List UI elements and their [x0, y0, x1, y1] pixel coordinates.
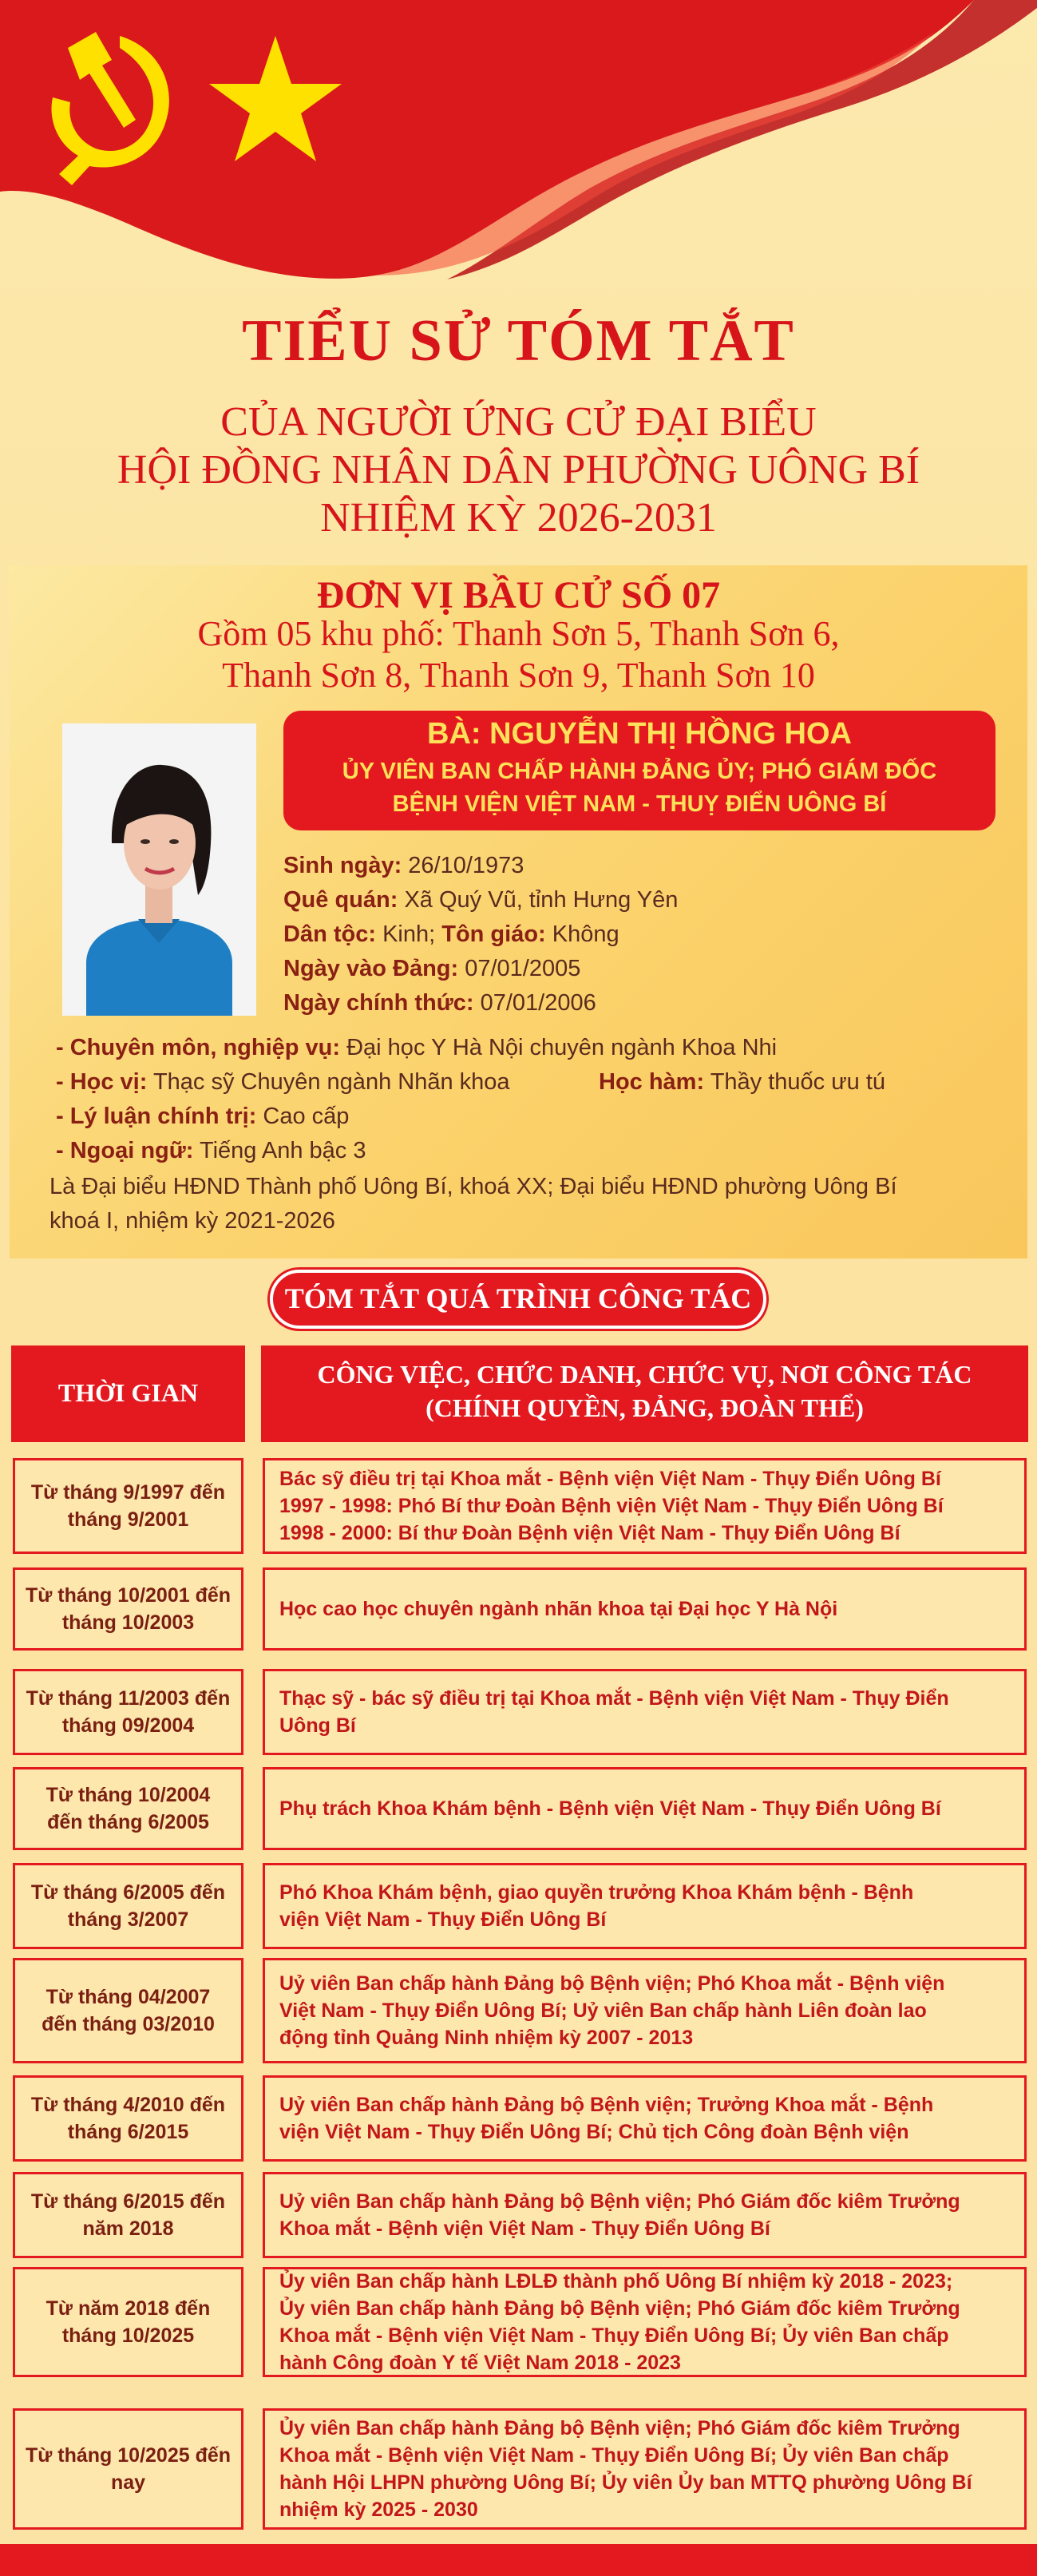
career-desc-text: Việt Nam - Thụy Điển Uông Bí; Uỷ viên Ban chấp hành Liên đoàn lao: [279, 1999, 927, 2022]
career-desc-text: Uỷ viên Ban chấp hành Đảng bộ Bệnh viện; Phó Giám đốc kiêm Trưởng: [279, 2190, 960, 2213]
language-row: [56, 1138, 366, 1164]
bottom-bar: [0, 2544, 1037, 2576]
career-desc-text: Uông Bí: [279, 1714, 356, 1737]
language-value: Tiếng Anh bậc 3: [199, 1138, 366, 1163]
ethnicity-label: Dân tộc:: [283, 921, 376, 947]
column-header-work-line-1: CÔNG VIỆC, CHỨC DANH, CHỨC VỤ, NƠI CÔNG TÁC: [317, 1360, 972, 1389]
party-official-value: 07/01/2006: [480, 990, 596, 1016]
birth-date-value: 26/10/1973: [408, 853, 524, 878]
career-time-text: Từ tháng 11/2003 đến: [26, 1687, 231, 1710]
degree-value: Thạc sỹ Chuyên ngành Nhãn khoa: [152, 1069, 510, 1095]
party-flag-banner: [0, 0, 1037, 287]
party-official-row: [283, 990, 596, 1017]
career-desc-text: 1998 - 2000: Bí thư Đoàn Bệnh viện Việt Nam - Thụy Điển Uông Bí: [279, 1522, 900, 1544]
politics-label: - Lý luận chính trị:: [56, 1104, 257, 1129]
career-desc-text: động tỉnh Quảng Ninh nhiệm kỳ 2007 - 2013: [279, 2027, 694, 2049]
career-time-text: Từ tháng 10/2025 đến: [25, 2444, 232, 2467]
candidate-name: BÀ: NGUYỄN THỊ HỒNG HOA: [427, 717, 852, 751]
ethnicity-religion-row: [283, 921, 619, 948]
degree-row: [56, 1069, 510, 1096]
career-desc-text: viện Việt Nam - Thụy Điển Uông Bí; Chủ tịch Công đoàn Bệnh viện: [279, 2121, 909, 2143]
column-header-work-line-2: (CHÍNH QUYỀN, ĐẢNG, ĐOÀN THỂ): [425, 1393, 864, 1422]
career-time-text: tháng 3/2007: [67, 1908, 189, 1931]
career-desc-text: Uỷ viên Ban chấp hành Đảng bộ Bệnh viện; Phó Khoa mắt - Bệnh viện: [279, 1972, 945, 1995]
academic-title-label: Học hàm:: [599, 1069, 705, 1095]
career-desc-text: Khoa mắt - Bệnh viện Việt Nam - Thụy Điển Uông Bí; Ủy viên Ban chấp: [279, 2444, 949, 2467]
hometown-label: Quê quán:: [283, 887, 398, 913]
career-time-text: năm 2018: [82, 2217, 174, 2240]
career-time-text: tháng 6/2015: [67, 2121, 189, 2143]
academic-title-value: Thầy thuốc ưu tú: [710, 1069, 885, 1095]
page-title: TIỂU SỬ TÓM TẮT: [242, 308, 795, 374]
career-desc-text: Học cao học chuyên ngành nhãn khoa tại Đại học Y Hà Nội: [279, 1598, 838, 1620]
party-official-label: Ngày chính thức:: [283, 990, 474, 1016]
candidate-position-line-2: BỆNH VIỆN VIỆT NAM - THUỴ ĐIỂN UÔNG BÍ: [392, 791, 887, 817]
birth-date-row: [283, 853, 524, 879]
career-time-text: đến tháng 6/2005: [47, 1811, 209, 1833]
major-label: - Chuyên môn, nghiệp vụ:: [56, 1035, 341, 1060]
birth-date-label: Sinh ngày:: [283, 853, 402, 878]
career-desc-text: nhiệm kỳ 2025 - 2030: [279, 2499, 478, 2521]
career-time-text: tháng 10/2025: [61, 2324, 195, 2347]
career-time-text: Từ năm 2018 đến: [46, 2297, 211, 2320]
career-desc-text: hành Công đoàn Y tế Việt Nam 2018 - 2023: [279, 2352, 681, 2374]
religion-label: Tôn giáo:: [441, 921, 546, 947]
career-time-text: tháng 10/2003: [61, 1611, 195, 1634]
note-line-2: khoá I, nhiệm kỳ 2021-2026: [49, 1208, 335, 1234]
electoral-unit-title: ĐƠN VỊ BẦU CỬ SỐ 07: [316, 574, 721, 616]
career-desc-text: Phụ trách Khoa Khám bệnh - Bệnh viện Việt Nam - Thụy Điển Uông Bí: [279, 1797, 941, 1820]
politics-row: [56, 1104, 349, 1130]
career-time-text: Từ tháng 10/2001 đến: [25, 1584, 232, 1607]
academic-title-row: [599, 1069, 885, 1096]
career-desc-text: Bác sỹ điều trị tại Khoa mắt - Bệnh viện Việt Nam - Thụy Điển Uông Bí: [279, 1468, 941, 1490]
career-desc-text: Khoa mắt - Bệnh viện Việt Nam - Thụy Điển Uông Bí: [279, 2217, 770, 2240]
career-time-text: Từ tháng 9/1997 đến: [30, 1481, 226, 1504]
note-line-1: Là Đại biểu HĐND Thành phố Uông Bí, khoá XX; Đại biểu HĐND phường Uông Bí: [49, 1174, 897, 1199]
career-time-text: Từ tháng 6/2005 đến: [30, 1881, 226, 1904]
party-join-label: Ngày vào Đảng:: [283, 956, 459, 981]
career-desc-text: Ủy viên Ban chấp hành LĐLĐ thành phố Uông Bí nhiệm kỳ 2018 - 2023;: [279, 2270, 953, 2293]
religion-value: Không: [552, 921, 619, 947]
major-row: [56, 1035, 777, 1061]
candidate-photo: [62, 723, 256, 1016]
major-value: Đại học Y Hà Nội chuyên ngành Khoa Nhi: [346, 1035, 778, 1060]
career-time-text: Từ tháng 6/2015 đến: [30, 2190, 226, 2213]
subtitle-line-2: HỘI ĐỒNG NHÂN DÂN PHƯỜNG UÔNG BÍ: [117, 447, 920, 493]
career-desc-text: Thạc sỹ - bác sỹ điều trị tại Khoa mắt - Bệnh viện Việt Nam - Thụy Điển: [279, 1687, 949, 1710]
electoral-unit-line-2: Thanh Sơn 8, Thanh Sơn 9, Thanh Sơn 10: [222, 656, 815, 695]
career-desc-text: Phó Khoa Khám bệnh, giao quyền trưởng Khoa Khám bệnh - Bệnh: [279, 1881, 914, 1904]
career-time-text: tháng 9/2001: [67, 1508, 189, 1531]
column-header-time-label: THỜI GIAN: [57, 1378, 199, 1407]
hometown-value: Xã Quý Vũ, tỉnh Hưng Yên: [404, 887, 679, 913]
subtitle-line-1: CỦA NGƯỜI ỨNG CỬ ĐẠI BIỂU: [220, 399, 817, 445]
section-title: TÓM TẮT QUÁ TRÌNH CÔNG TÁC: [284, 1282, 752, 1314]
politics-value: Cao cấp: [263, 1104, 350, 1129]
party-join-row: [283, 956, 580, 982]
career-time-text: Từ tháng 4/2010 đến: [30, 2094, 226, 2116]
career-desc-text: Uỷ viên Ban chấp hành Đảng bộ Bệnh viện; Trưởng Khoa mắt - Bệnh: [279, 2094, 934, 2116]
hometown-row: [283, 887, 678, 913]
career-time-text: Từ tháng 04/2007: [46, 1986, 211, 2008]
career-desc-text: hành Hội LHPN phường Uông Bí; Ủy viên Ủy ban MTTQ phường Uông Bí: [279, 2471, 972, 2494]
career-desc-text: Khoa mắt - Bệnh viện Việt Nam - Thụy Điển Uông Bí; Ủy viên Ban chấp: [279, 2324, 949, 2347]
career-desc-text: Ủy viên Ban chấp hành Đảng bộ Bệnh viện; Phó Giám đốc kiêm Trưởng: [279, 2297, 960, 2320]
electoral-unit-line-1: Gồm 05 khu phố: Thanh Sơn 5, Thanh Sơn 6,: [197, 614, 840, 653]
career-time-text: nay: [110, 2471, 146, 2494]
career-time-text: tháng 09/2004: [61, 1714, 195, 1737]
career-time-text: đến tháng 03/2010: [42, 2013, 215, 2035]
candidate-position-line-1: ỦY VIÊN BAN CHẤP HÀNH ĐẢNG ỦY; PHÓ GIÁM ĐỐC: [342, 759, 937, 784]
language-label: - Ngoại ngữ:: [56, 1138, 194, 1163]
career-desc-text: viện Việt Nam - Thụy Điển Uông Bí: [279, 1908, 607, 1931]
career-time-text: Từ tháng 10/2004: [46, 1784, 211, 1806]
career-desc-text: Ủy viên Ban chấp hành Đảng bộ Bệnh viện; Phó Giám đốc kiêm Trưởng: [279, 2417, 960, 2439]
degree-label: - Học vị:: [56, 1069, 148, 1095]
career-desc-text: 1997 - 1998: Phó Bí thư Đoàn Bệnh viện Việt Nam - Thụy Điển Uông Bí: [279, 1495, 944, 1517]
subtitle-line-3: NHIỆM KỲ 2026-2031: [320, 495, 717, 541]
party-join-value: 07/01/2005: [465, 956, 581, 981]
ethnicity-value: Kinh;: [382, 921, 436, 947]
